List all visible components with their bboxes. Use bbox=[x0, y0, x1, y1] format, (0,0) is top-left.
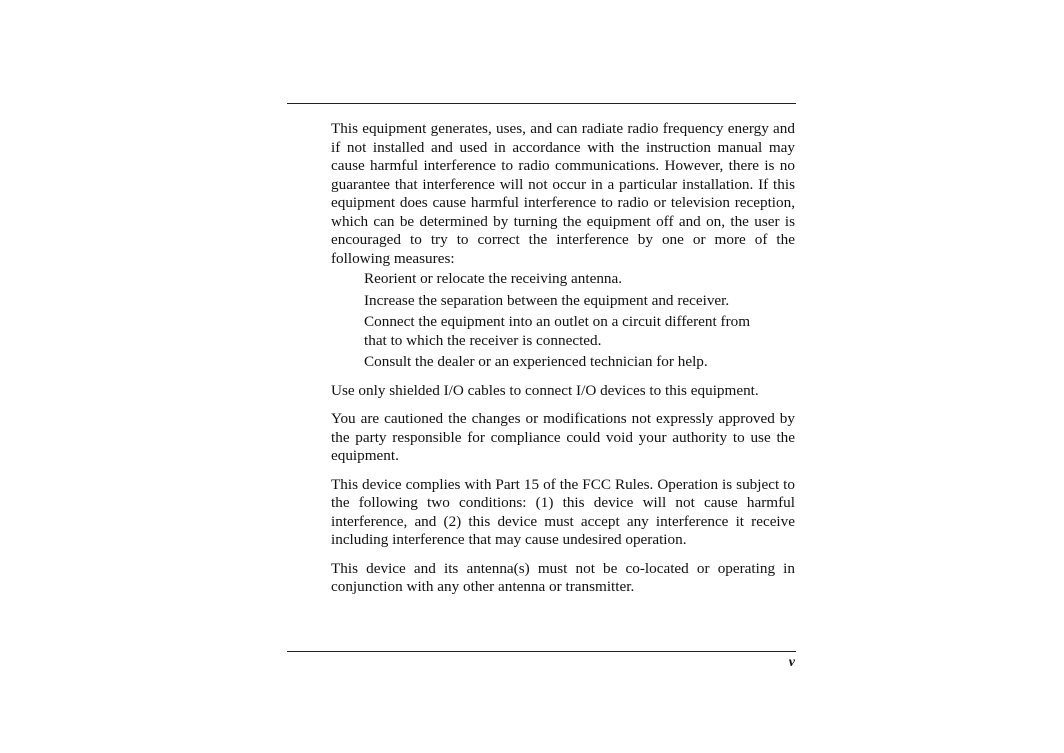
measure-item: Connect the equipment into an outlet on a circuit different from that to which the receiver is connected. bbox=[364, 313, 751, 349]
measures-list bbox=[364, 270, 774, 372]
caution-paragraph: You are cautioned the changes or modifications not expressly approved by the party responsible for compliance could void your authority to use the equipment. bbox=[331, 410, 795, 464]
measure-item: Increase the separation between the equipment and receiver. bbox=[364, 291, 730, 309]
fcc-statement bbox=[331, 120, 795, 607]
header-rule bbox=[287, 103, 796, 104]
page-number: v bbox=[788, 655, 795, 670]
measure-item: Reorient or relocate the receiving antenna. bbox=[364, 270, 623, 287]
shielded-cables-paragraph: Use only shielded I/O cables to connect I/O devices to this equipment. bbox=[331, 381, 759, 399]
measure-item: Consult the dealer or an experienced technician for help. bbox=[364, 353, 708, 370]
footer-rule bbox=[287, 651, 796, 652]
intro-paragraph: This equipment generates, uses, and can radiate radio frequency energy and if not installed and used in accordance with the instruction manual may cause harmful interference to radio communications. However, there is no guarantee that interference will not occur in a particular installation. If this equipment does cause harmful interference to radio or television reception, which can be determined by turning the equipment off and on, the user is encouraged to try to correct the interference by one or more of the following measures: bbox=[331, 120, 795, 267]
antenna-paragraph: This device and its antenna(s) must not be co-located or operating in conjunction with any other antenna or transmitter. bbox=[331, 559, 795, 595]
compliance-paragraph: This device complies with Part 15 of the FCC Rules. Operation is subject to the following two conditions: (1) this device will not cause harmful interference, and (2) this device must accept any interference it receive including interference that may cause undesired operation. bbox=[331, 475, 795, 548]
